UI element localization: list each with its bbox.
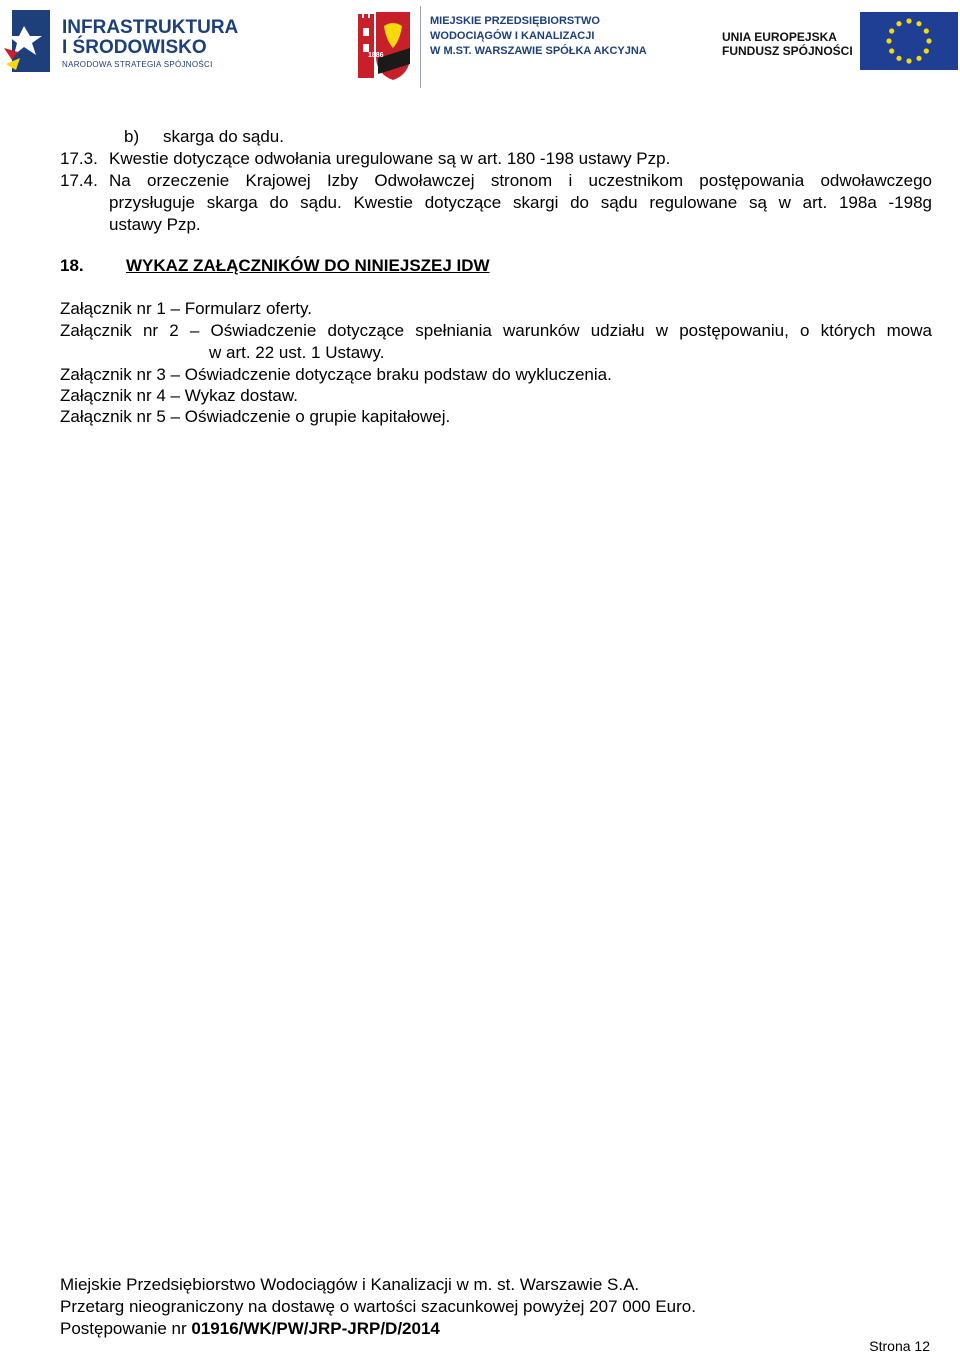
item-17-3-number: 17.3. xyxy=(60,149,98,168)
item-17-4-number: 17.4. xyxy=(60,171,98,190)
section-18-number: 18. xyxy=(60,256,84,275)
attachment-2-line1: Załącznik nr 2 – Oświadczenie dotyczące spełniania warunków udziału w postępowaniu, o których mowa xyxy=(60,321,932,340)
header-divider xyxy=(420,6,421,88)
item-b-text: skarga do sądu. xyxy=(163,127,284,146)
footer-procedure-number: 01916/WK/PW/JRP-JRP/D/2014 xyxy=(191,1319,440,1338)
footer-tender-description: Przetarg nieograniczony na dostawę o wartości szacunkowej powyżej 207 000 Euro. xyxy=(60,1297,696,1316)
item-b-label: b) xyxy=(124,127,140,146)
infrastruktura-logo-line2: I ŚRODOWISKO xyxy=(62,37,207,58)
attachment-4: Załącznik nr 4 – Wykaz dostaw. xyxy=(60,386,298,405)
item-17-4-line1: Na orzeczenie Krajowej Izby Odwoławczej stronom i uczestnikom postępowania odwoławczego xyxy=(109,171,932,190)
footer-company: Miejskie Przedsiębiorstwo Wodociągów i Kanalizacji w m. st. Warszawie S.A. xyxy=(60,1275,640,1294)
attachment-1: Załącznik nr 1 – Formularz oferty. xyxy=(60,299,312,318)
mpwik-logo-line1: MIEJSKIE PRZEDSIĘBIORSTWO xyxy=(430,15,600,27)
item-17-4-line3: ustawy Pzp. xyxy=(109,215,201,234)
mpwik-crest-year: 1886 xyxy=(368,52,384,59)
attachment-5: Załącznik nr 5 – Oświadczenie o grupie kapitałowej. xyxy=(60,407,451,426)
attachment-2-line2: w art. 22 ust. 1 Ustawy. xyxy=(209,343,385,362)
infrastruktura-logo-line3: NARODOWA STRATEGIA SPÓJNOŚCI xyxy=(62,60,213,69)
infrastruktura-logo-icon xyxy=(4,8,54,74)
infrastruktura-logo-line1: INFRASTRUKTURA xyxy=(62,17,239,38)
footer-procedure xyxy=(60,1318,440,1340)
mpwik-logo-line2: WODOCIĄGÓW I KANALIZACJI xyxy=(430,30,595,42)
footer-procedure-prefix: Postępowanie nr xyxy=(60,1319,192,1338)
mpwik-logo-line3: W M.ST. WARSZAWIE SPÓŁKA AKCYJNA xyxy=(430,45,647,57)
mpwik-crest-icon xyxy=(356,8,414,84)
eu-logo-line1: UNIA EUROPEJSKA xyxy=(722,30,837,44)
eu-logo-line2: FUNDUSZ SPÓJNOŚCI xyxy=(722,44,853,58)
item-17-4-line2: przysługuje skarga do sądu. Kwestie dotyczące skargi do sądu regulowane są w art. 198a -198g xyxy=(109,193,932,212)
attachment-3: Załącznik nr 3 – Oświadczenie dotyczące braku podstaw do wykluczenia. xyxy=(60,365,612,384)
item-17-3-text: Kwestie dotyczące odwołania uregulowane są w art. 180 -198 ustawy Pzp. xyxy=(109,149,671,168)
section-18-title: WYKAZ ZAŁĄCZNIKÓW DO NINIEJSZEJ IDW xyxy=(126,256,490,275)
eu-flag-icon xyxy=(860,12,958,70)
page-number: Strona 12 xyxy=(869,1338,930,1354)
